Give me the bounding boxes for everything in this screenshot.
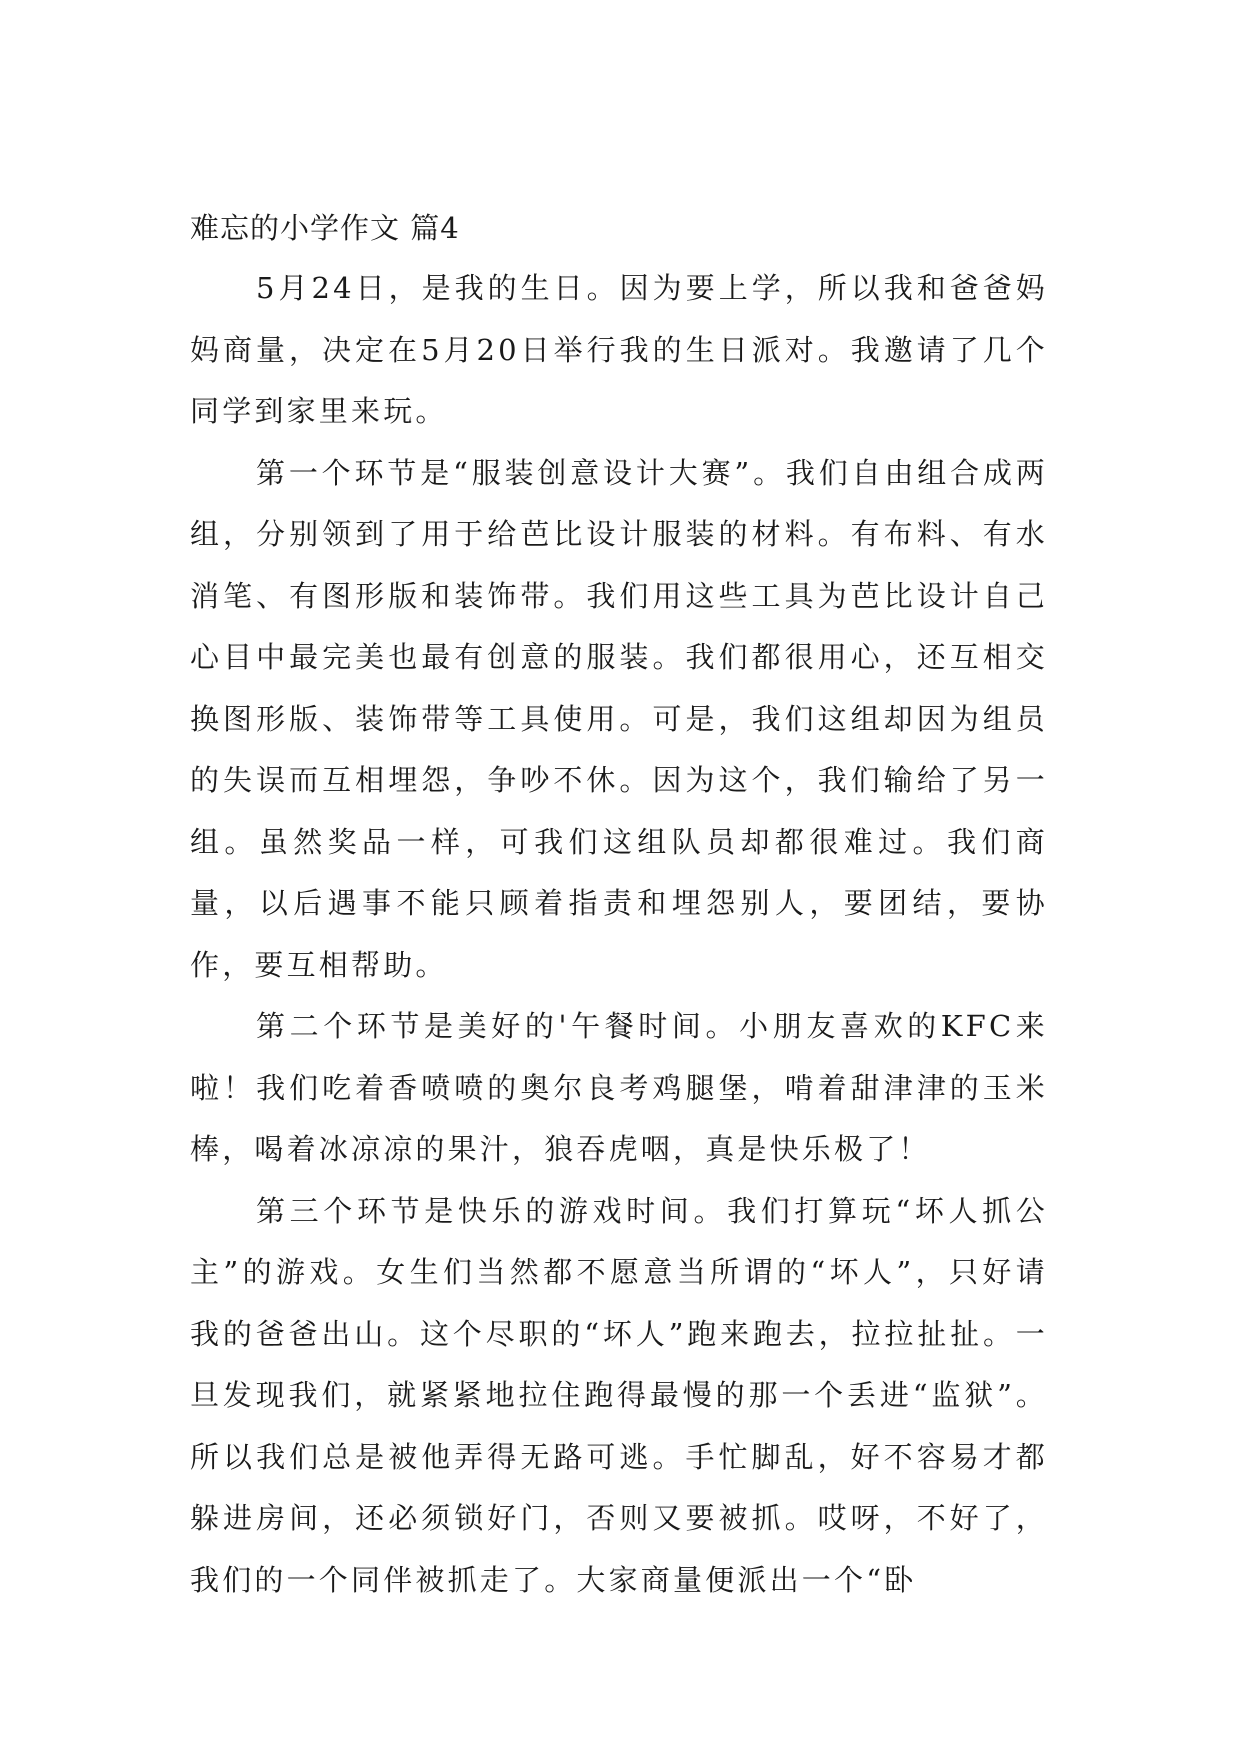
paragraph-4: 第三个环节是快乐的游戏时间。我们打算玩“坏人抓公主”的游戏。女生们当然都不愿意当所谓的“坏人”，只好请我的爸爸出山。这个尽职的“坏人”跑来跑去，拉拉扯扯。一旦发现我们，就紧紧地拉住跑得最慢的那一个丢进“监狱”。所以我们总是被他弄得无路可逃。手忙脚乱，好不容易才都躲进房间，还必须锁好门，否则又要被抓。哎呀，不好了，我们的一个同伴被抓走了。大家商量便派出一个“卧 <box>190 1193 1048 1597</box>
document-title: 难忘的小学作文 篇4 <box>190 211 460 245</box>
paragraph-3: 第二个环节是美好的'午餐时间。小朋友喜欢的KFC来啦！我们吃着香喷喷的奥尔良考鸡腿堡，啃着甜津津的玉米棒，喝着冰凉凉的果汁，狼吞虎咽，真是快乐极了！ <box>190 1009 1048 1166</box>
paragraph-1: 5月24日，是我的生日。因为要上学，所以我和爸爸妈妈商量，决定在5月20日举行我的生日派对。我邀请了几个同学到家里来玩。 <box>190 271 1048 428</box>
document-body <box>190 198 1048 1611</box>
paragraph-2: 第一个环节是“服装创意设计大赛”。我们自由组合成两组，分别领到了用于给芭比设计服装的材料。有布料、有水消笔、有图形版和装饰带。我们用这些工具为芭比设计自己心目中最完美也最有创意的服装。我们都很用心，还互相交换图形版、装饰带等工具使用。可是，我们这组却因为组员的失误而互相埋怨，争吵不休。因为这个，我们输给了另一组。虽然奖品一样，可我们这组队员却都很难过。我们商量，以后遇事不能只顾着指责和埋怨别人，要团结，要协作，要互相帮助。 <box>190 455 1048 982</box>
